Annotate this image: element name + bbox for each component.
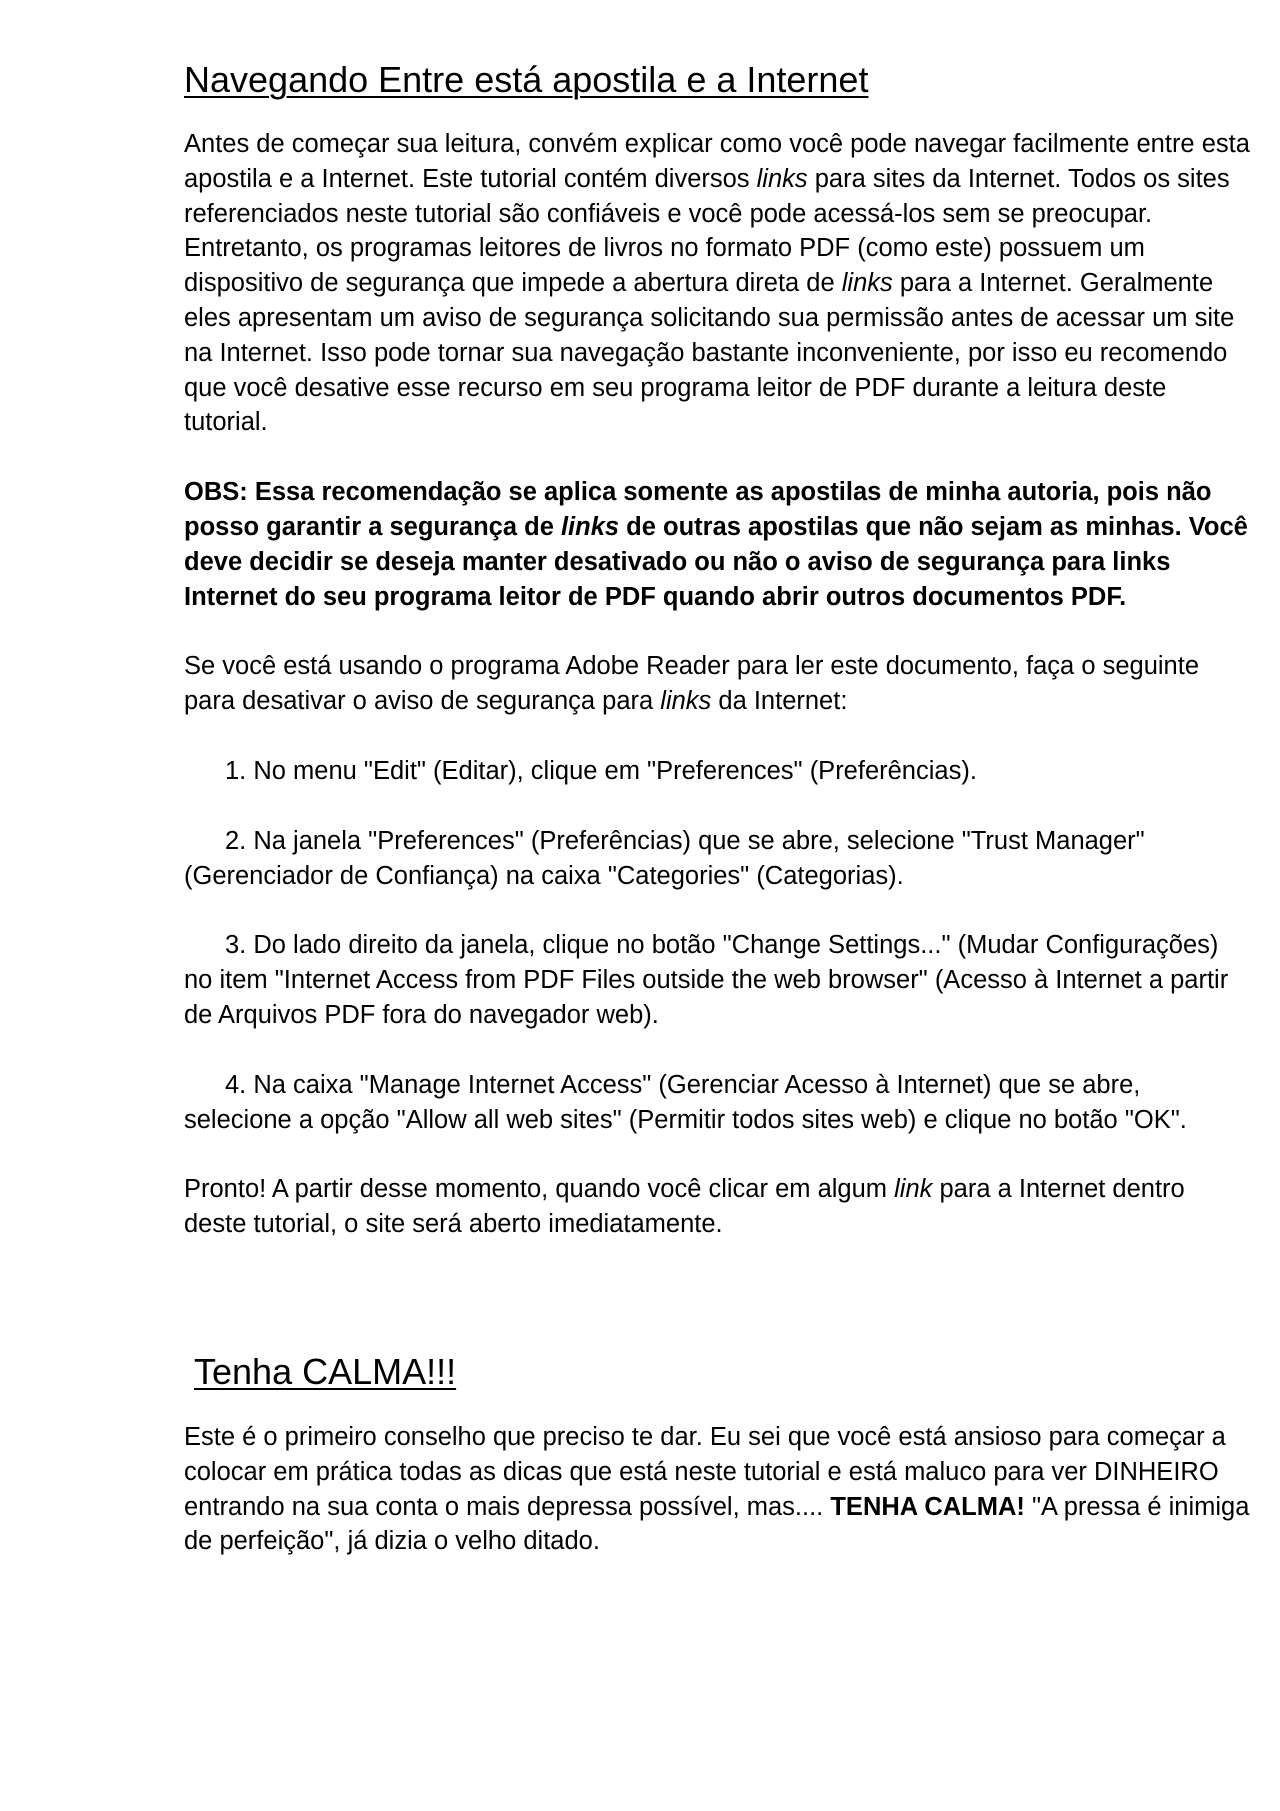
calma-paragraph: Este é o primeiro conselho que preciso te dar. Eu sei que você está ansioso para começar a colocar em prática todas as dicas que está neste tutorial e está maluco para ver DINHEIRO entrando na sua conta o mais depressa possível, mas.... TENHA CALMA! "A pressa é inimiga de perfeição", já dizia o velho ditado. [184, 1422, 1250, 1556]
document-page [184, 56, 1250, 1559]
step-2: 2. Na janela "Preferences" (Preferências) que se abre, selecione "Trust Manager" (Gerenciador de Confiança) na caixa "Categories" (Categorias). [184, 826, 1145, 890]
ready-paragraph: Pronto! A partir desse momento, quando você clicar em algum link para a Internet dentro deste tutorial, o site será aberto imediatamente. [184, 1175, 1185, 1239]
section-heading-calma: Tenha CALMA!!! [194, 1350, 457, 1392]
step-3: 3. Do lado direito da janela, clique no botão "Change Settings..." (Mudar Configurações) no item "Internet Access from PDF Files outside the web browser" (Acesso à Internet a partir de Arquivos PDF fora do navegador web). [184, 931, 1229, 1029]
intro-paragraph: Antes de começar sua leitura, convém explicar como você pode navegar facilmente entre esta apostila e a Internet. Este tutorial contém diversos links para sites da Internet. Todos os sites referenciados neste tutorial são confiáveis e você pode acessá-los sem se preocupar. Entretanto, os programas leitores de livros no formato PDF (como este) possuem um dispositivo de segurança que impede a abertura direta de links para a Internet. Geralmente eles apresentam um aviso de segurança solicitando sua permissão antes de acessar um site na Internet. Isso pode tornar sua navegação bastante inconveniente, por isso eu recomendo que você desative esse recurso em seu programa leitor de PDF durante a leitura deste tutorial. [184, 130, 1250, 437]
adobe-intro-paragraph: Se você está usando o programa Adobe Reader para ler este documento, faça o seguinte para desativar o aviso de segurança para links da Internet: [184, 652, 1199, 716]
section-heading-navigation: Navegando Entre está apostila e a Internet [184, 59, 869, 100]
step-1: 1. No menu "Edit" (Editar), clique em "Preferences" (Preferências). [225, 756, 977, 785]
obs-paragraph: OBS: Essa recomendação se aplica somente as apostilas de minha autoria, pois não posso garantir a segurança de links de outras apostilas que não sejam as minhas. Você deve decidir se deseja manter desativado ou não o aviso de segurança para links Internet do seu programa leitor de PDF quando abrir outros documentos PDF. [184, 478, 1248, 611]
step-4: 4. Na caixa "Manage Internet Access" (Gerenciar Acesso à Internet) que se abre, selecione a opção "Allow all web sites" (Permitir todos sites web) e clique no botão "OK". [184, 1070, 1187, 1134]
